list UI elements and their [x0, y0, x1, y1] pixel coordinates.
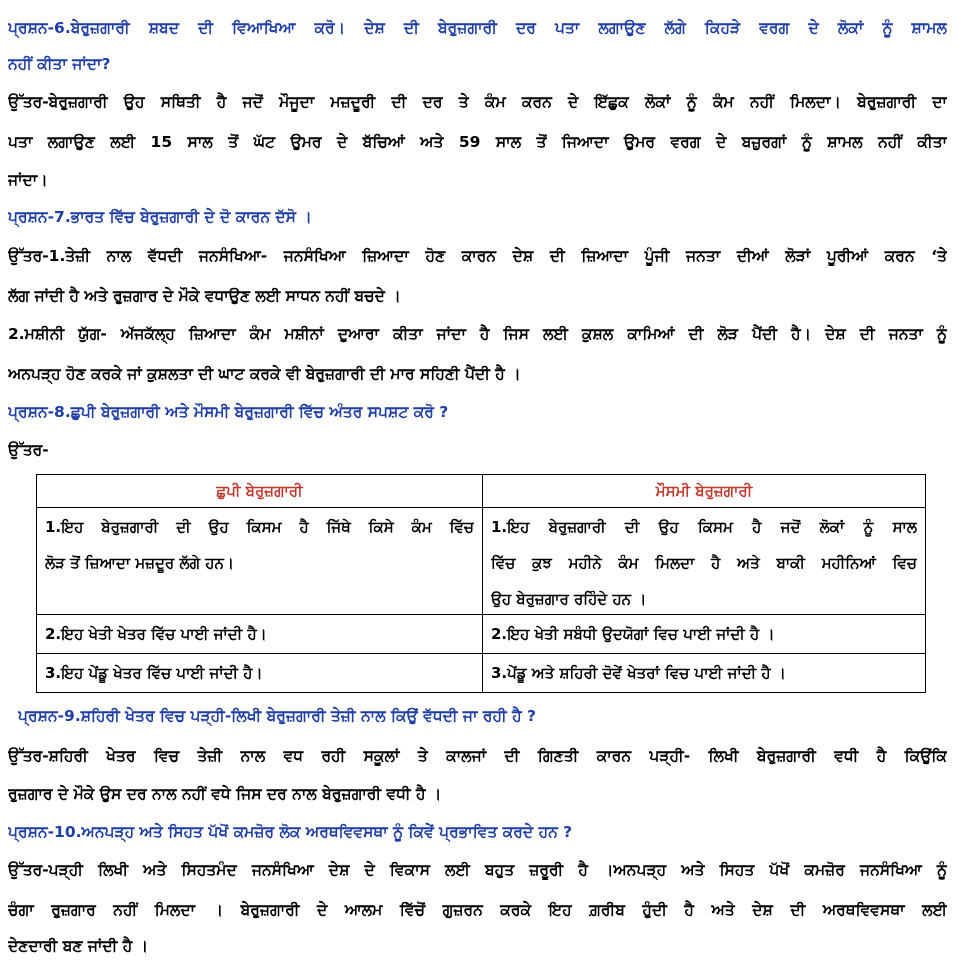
table-header-seasonal-unemployment: ਮੌਸਮੀ ਬੇਰੁਜ਼ਗਾਰੀ	[483, 475, 926, 508]
cell-text-line: 3.ਇਹ ਪੇਂਡੂ ਖੇਤਰ ਵਿੱਚ ਪਾਈ ਜਾਂਦੀ ਹੈ।	[45, 664, 263, 682]
question-6-line-1: ਪ੍ਰਸ਼ਨ-6.ਬੇਰੁਜ਼ਗਾਰੀ ਸ਼ਬਦ ਦੀ ਵਿਆਖਿਆ ਕਰੋ। ਦੇਸ਼ ਦੀ ਬੇਰੁਜ਼ਗਾਰੀ ਦਰ ਪਤਾ ਲਗਾਉਣ ਲੱਗੇ ਕਿਹੜੇ ਵਰਗ ਦੇ ਲੋਕਾਂ ਨੂੰ ਸ਼ਾਮਲ	[8, 19, 947, 37]
table-cell-right	[483, 508, 926, 615]
table-header-disguised-unemployment: ਛੁਪੀ ਬੇਰੁਜ਼ਗਾਰੀ	[37, 475, 483, 508]
table-row	[37, 654, 926, 693]
answer-10-line-2: ਚੰਗਾ ਰੁਜ਼ਗਾਰ ਨਹੀਂ ਮਿਲਦਾ । ਬੇਰੁਜ਼ਗਾਰੀ ਦੇ ਆਲਮ ਵਿੱਚੋਂ ਗੁਜ਼ਰਨ ਕਰਕੇ ਇਹ ਗ਼ਰੀਬ ਹੁੰਦੀ ਹੈ ਅਤੇ ਦੇਸ਼ ਦੀ ਅਰਥਵਿਵਸਥਾ ਲਈ	[8, 901, 947, 919]
cell-text-line: 2.ਇਹ ਖੇਤੀ ਖੇਤਰ ਵਿੱਚ ਪਾਈ ਜਾਂਦੀ ਹੈ।	[45, 625, 267, 643]
cell-text-line: ਲੋੜ ਤੋਂ ਜ਼ਿਆਦਾ ਮਜ਼ਦੂਰ ਲੱਗੇ ਹਨ।	[45, 554, 234, 572]
question-8: ਪ੍ਰਸ਼ਨ-8.ਛੁਪੀ ਬੇਰੁਜ਼ਗਾਰੀ ਅਤੇ ਮੌਸਮੀ ਬੇਰੁਜ਼ਗਾਰੀ ਵਿੱਚ ਅੰਤਰ ਸਪਸ਼ਟ ਕਰੋ ?	[8, 403, 449, 421]
table-cell-right	[483, 615, 926, 654]
question-9: ਪ੍ਰਸ਼ਨ-9.ਸ਼ਹਿਰੀ ਖੇਤਰ ਵਿਚ ਪੜ੍ਹੀ-ਲਿਖੀ ਬੇਰੁਜ਼ਗਾਰੀ ਤੇਜ਼ੀ ਨਾਲ ਕਿਉਂ ਵੱਧਦੀ ਜਾ ਰਹੀ ਹੈ ?	[18, 707, 536, 725]
cell-text-line: ਉਹ ਬੇਰੁਜ਼ਗਾਰ ਰਹਿੰਦੇ ਹਨ ।	[491, 590, 647, 608]
cell-text-line: ਵਿੱਚ ਕੁਝ ਮਹੀਨੇ ਕੰਮ ਮਿਲਦਾ ਹੈ ਅਤੇ ਬਾਕੀ ਮਹੀਨਿਆਂ ਵਿਚ	[491, 554, 917, 572]
comparison-table	[36, 474, 926, 693]
answer-7-line-2: ਲੱਗ ਜਾਂਦੀ ਹੈ ਅਤੇ ਰੁਜ਼ਗਾਰ ਦੇ ਮੌਕੇ ਵਧਾਉਣ ਲਈ ਸਾਧਨ ਨਹੀਂ ਬਚਦੇ ।	[8, 287, 401, 305]
table-row	[37, 615, 926, 654]
cell-text-line: 1.ਇਹ ਬੇਰੁਜ਼ਗਾਰੀ ਦੀ ਉਹ ਕਿਸਮ ਹੈ ਜਿੱਥੇ ਕਿਸੇ ਕੰਮ ਵਿੱਚ	[45, 518, 474, 536]
answer-7-line-3: 2.ਮਸ਼ੀਨੀ ਯੁੱਗ- ਅੱਜਕੱਲ੍ਹ ਜ਼ਿਆਦਾ ਕੰਮ ਮਸ਼ੀਨਾਂ ਦੁਆਰਾ ਕੀਤਾ ਜਾਂਦਾ ਹੈ ਜਿਸ ਲਈ ਕੁਸ਼ਲ ਕਾਮਿਆਂ ਦੀ ਲੋੜ ਪੈਂਦੀ ਹੈ। ਦੇਸ਼ ਦੀ ਜਨਤਾ ਨੂੰ	[8, 325, 947, 343]
question-10: ਪ੍ਰਸ਼ਨ-10.ਅਨਪੜ੍ਹ ਅਤੇ ਸਿਹਤ ਪੱਖੋਂ ਕਮਜ਼ੋਰ ਲੋਕ ਅਰਥਵਿਵਸਥਾ ਨੂੰ ਕਿਵੇਂ ਪ੍ਰਭਾਵਿਤ ਕਰਦੇ ਹਨ ?	[8, 823, 573, 841]
answer-6-line-3: ਜਾਂਦਾ।	[8, 171, 48, 189]
answer-6-line-2: ਪਤਾ ਲਗਾਉਣ ਲਈ 15 ਸਾਲ ਤੋਂ ਘੱਟ ਉਮਰ ਦੇ ਬੱਚਿਆਂ ਅਤੇ 59 ਸਾਲ ਤੋਂ ਜਿਆਦਾ ਉਮਰ ਵਰਗ ਦੇ ਬਜ਼ੁਰਗਾਂ ਨੂੰ ਸ਼ਾਮਲ ਨਹੀਂ ਕੀਤਾ	[8, 133, 947, 151]
table-cell-left	[37, 508, 483, 615]
table-header-row	[37, 475, 926, 508]
table-row	[37, 508, 926, 615]
cell-text-line: 3.ਪੇਂਡੂ ਅਤੇ ਸ਼ਹਿਰੀ ਦੋਵੇਂ ਖੇਤਰਾਂ ਵਿਚ ਪਾਈ ਜਾਂਦੀ ਹੈ ।	[491, 664, 786, 682]
question-6-line-2: ਨਹੀਂ ਕੀਤਾ ਜਾਂਦਾ?	[8, 55, 111, 73]
answer-8-label: ਉੱਤਰ-	[8, 441, 49, 459]
answer-6-line-1: ਉੱਤਰ-ਬੇਰੁਜ਼ਗਾਰੀ ਉਹ ਸਥਿਤੀ ਹੈ ਜਦੋਂ ਮੌਜੂਦਾ ਮਜ਼ਦੂਰੀ ਦੀ ਦਰ ਤੇ ਕੰਮ ਕਰਨ ਦੇ ਇੱਛੁਕ ਲੋਕਾਂ ਨੂੰ ਕੰਮ ਨਹੀਂ ਮਿਲਦਾ। ਬੇਰੁਜ਼ਗਾਰੀ ਦਾ	[8, 93, 947, 111]
answer-10-line-1: ਉੱਤਰ-ਪੜ੍ਹੀ ਲਿਖੀ ਅਤੇ ਸਿਹਤਮੰਦ ਜਨਸੰਖਿਆ ਦੇਸ਼ ਦੇ ਵਿਕਾਸ ਲਈ ਬਹੁਤ ਜ਼ਰੂਰੀ ਹੈ ।ਅਨਪੜ੍ਹ ਅਤੇ ਸਿਹਤ ਪੱਖੋਂ ਕਮਜ਼ੋਰ ਜਨਸੰਖਿਆ ਨੂੰ	[8, 861, 947, 879]
answer-9-line-2: ਰੁਜ਼ਗਾਰ ਦੇ ਮੌਕੇ ਉਸ ਦਰ ਨਾਲ ਨਹੀਂ ਵਧੇ ਜਿਸ ਦਰ ਨਾਲ ਬੇਰੁਜ਼ਗਾਰੀ ਵਧੀ ਹੈ ।	[8, 785, 442, 803]
table-cell-left	[37, 654, 483, 693]
cell-text-line: 1.ਇਹ ਬੇਰੁਜ਼ਗਾਰੀ ਦੀ ਉਹ ਕਿਸਮ ਹੈ ਜਦੋਂ ਲੋਕਾਂ ਨੂੰ ਸਾਲ	[491, 518, 917, 536]
answer-7-line-4: ਅਨਪੜ੍ਹ ਹੋਣ ਕਰਕੇ ਜਾਂ ਕੁਸ਼ਲਤਾ ਦੀ ਘਾਟ ਕਰਕੇ ਵੀ ਬੇਰੁਜ਼ਗਾਰੀ ਦੀ ਮਾਰ ਸਹਿਣੀ ਪੈਂਦੀ ਹੈ ।	[8, 365, 521, 383]
question-7: ਪ੍ਰਸ਼ਨ-7.ਭਾਰਤ ਵਿੱਚ ਬੇਰੁਜ਼ਗਾਰੀ ਦੇ ਦੋ ਕਾਰਨ ਦੱਸੋ ।	[8, 208, 312, 226]
answer-7-line-1: ਉੱਤਰ-1.ਤੇਜ਼ੀ ਨਾਲ ਵੱਧਦੀ ਜਨਸੰਖਿਆ- ਜਨਸੰਖਿਆ ਜ਼ਿਆਦਾ ਹੋਣ ਕਾਰਨ ਦੇਸ਼ ਦੀ ਜ਼ਿਆਦਾ ਪੂੰਜੀ ਜਨਤਾ ਦੀਆਂ ਲੋੜਾਂ ਪੂਰੀਆਂ ਕਰਨ ‘ਤੇ	[8, 247, 947, 265]
table-cell-right	[483, 654, 926, 693]
cell-text-line: 2.ਇਹ ਖੇਤੀ ਸਬੰਧੀ ਉਦਯੋਗਾਂ ਵਿਚ ਪਾਈ ਜਾਂਦੀ ਹੈ ।	[491, 625, 775, 643]
table-cell-left	[37, 615, 483, 654]
answer-9-line-1: ਉੱਤਰ-ਸ਼ਹਿਰੀ ਖੇਤਰ ਵਿਚ ਤੇਜ਼ੀ ਨਾਲ ਵਧ ਰਹੀ ਸਕੂਲਾਂ ਤੇ ਕਾਲਜਾਂ ਦੀ ਗਿਣਤੀ ਕਾਰਨ ਪੜ੍ਹੀ- ਲਿਖੀ ਬੇਰੁਜ਼ਗਾਰੀ ਵਧੀ ਹੈ ਕਿਉਂਕਿ	[8, 747, 947, 765]
answer-10-line-3: ਦੇਣਦਾਰੀ ਬਣ ਜਾਂਦੀ ਹੈ ।	[8, 937, 149, 955]
